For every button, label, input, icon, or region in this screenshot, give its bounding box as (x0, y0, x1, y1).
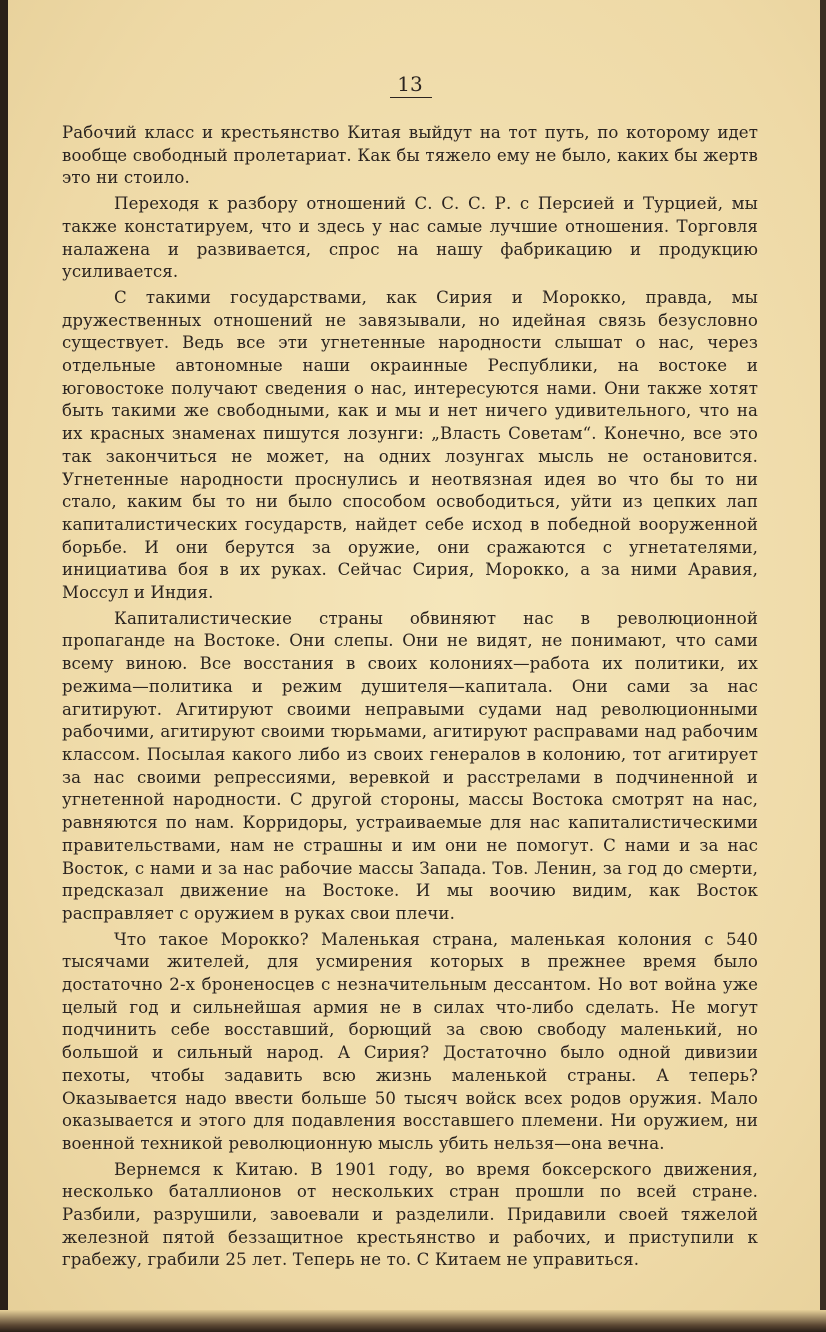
page-bottom-edge (0, 1310, 826, 1332)
paragraph-1: Рабочий класс и крестьянство Китая выйдут на тот путь, по которому идет вообще свободный пролетариат. Как бы тяжело ему не было, каких бы жертв это ни стоило. (62, 123, 758, 188)
page-right-edge (820, 0, 826, 1332)
page-binding-edge (0, 0, 8, 1332)
paragraph-3: С такими государствами, как Сирия и Морокко, правда, мы дружественных отношений не завязывали, но идейная связь безусловно существует. Ведь все эти угнетенные народности слышат о нас, через отдельные автономные наши окраинные Республики, на востоке и юговостоке получают сведения о нас, интересуются нами. Они также хотят быть такими же свободными, как и мы и нет ничего удивительного, что на их красных знаменах пишутся лозунги: „Власть Советам“. Конечно, все это так закончиться не может, на одних лозунгах мысль не остановится. Угнетенные народности проснулись и неотвязная идея во что бы то ни стало, каким бы то ни было способом освободиться, уйти из цепких лап капиталистических государств, найдет себе исход в победной вооруженной борьбе. И они берутся за оружие, они сражаются с угнетателями, инициатива боя в их руках. Сейчас Сирия, Морокко, а за ними Аравия, Моссул и Индия. (62, 287, 758, 603)
paragraph-2: Переходя к разбору отношений С. С. С. Р. с Персией и Турцией, мы также констатируем, что и здесь у нас самые лучшие отношения. Торговля налажена и развивается, спрос на нашу фабрикацию и продукцию усиливается. (62, 194, 758, 282)
page-number-underline (390, 97, 432, 98)
paragraph-5: Что такое Морокко? Маленькая страна, маленькая колония с 540 тысячами жителей, для усмирения которых в прежнее время было достаточно 2-х броненосцев с незначительным дессантом. Но вот война уже целый год и сильнейшая армия не в силах что-либо сделать. Не могут подчинить себе восставший, борющий за свою свободу маленький, но большой и сильный народ. А Сирия? Достаточно было одной дивизии пехоты, чтобы задавить всю жизнь маленькой страны. А теперь? Оказывается надо ввести больше 50 тысяч войск всех родов оружия. Мало оказывается и этого для подавления восставшего племени. Ни оружием, ни военной техникой революционную мысль убить нельзя—она вечна. (62, 929, 758, 1153)
paragraph-4: Капиталистические страны обвиняют нас в революционной пропаганде на Востоке. Они слепы. Они не видят, не понимают, что сами всему виною. Все восстания в своих колониях—работа их политики, их режима—политика и режим душителя—капитала. Они сами за нас агитируют. Агитируют своими неправыми судами над революционными рабочими, агитируют своими тюрьмами, агитируют расправами над рабочим классом. Посылая какого либо из своих генералов в колонию, тот агитирует за нас своими репрессиями, веревкой и расстрелами в подчиненной и угнетенной народности. С другой стороны, массы Востока смотрят на нас, равняются по нам. Корридоры, устраиваемые для нас капиталистическими правительствами, нам не страшны и им они не помогут. С нами и за нас Восток, с нами и за нас рабочие массы Запада. Тов. Ленин, за год до смерти, предсказал движение на Востоке. И мы воочию видим, как Восток расправляет с оружием в руках свои плечи. (62, 608, 758, 923)
page-number: 13 (397, 72, 423, 96)
paragraph-6: Вернемся к Китаю. В 1901 году, во время боксерского движения, несколько баталлионов от нескольких стран прошли по всей стране. Разбили, разрушили, завоевали и разделили. Придавили своей тяжелой железной пятой беззащитное крестьянство и рабочих, и приступили к грабежу, грабили 25 лет. Теперь не то. С Китаем не управиться. (62, 1159, 758, 1270)
body-text (62, 122, 758, 1275)
